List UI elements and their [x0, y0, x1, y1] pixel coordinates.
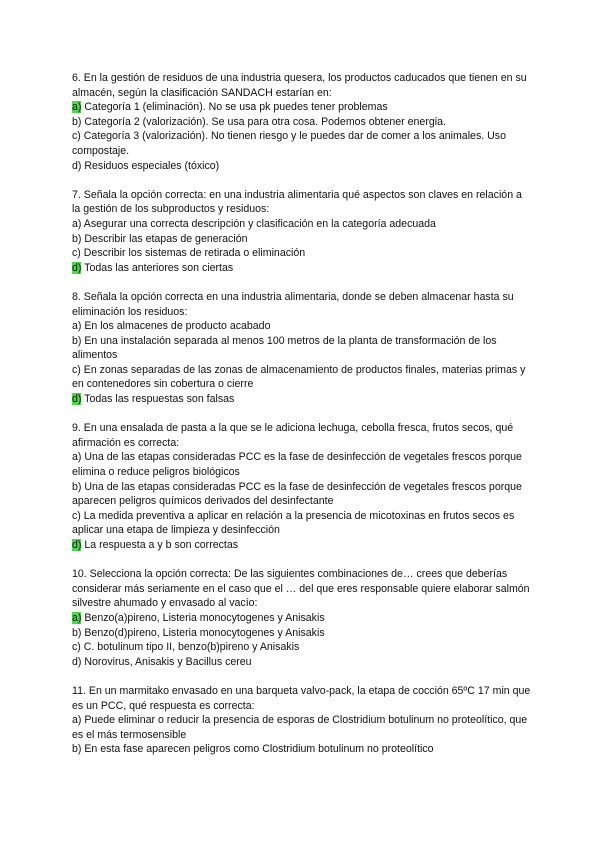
option-letter: a)	[72, 714, 82, 727]
option-a	[72, 713, 532, 742]
option-text: Una de las etapas consideradas PCC es la fase de desinfección de vegetales frescos porque elimina o reduce peligros biológicos	[72, 451, 522, 479]
option-letter: b)	[72, 115, 82, 128]
option-d	[72, 538, 532, 553]
option-text: Asegurar una correcta descripción y clasificación en la categoría adecuada	[81, 217, 436, 230]
question-list	[72, 71, 532, 772]
option-d	[72, 159, 532, 174]
option-letter: d)	[72, 159, 82, 172]
option-c	[72, 363, 532, 392]
question-text: 7. Señala la opción correcta: en una industria alimentaria qué aspectos son claves en relación a la gestión de los subproductos y residuos:	[72, 188, 522, 216]
option-letter: b)	[72, 480, 82, 493]
option-letter: c)	[72, 363, 81, 376]
option-letter: b)	[72, 626, 82, 639]
question-11	[72, 684, 532, 757]
question-9	[72, 421, 532, 552]
option-text: En los almacenes de producto acabado	[81, 320, 271, 333]
option-b	[72, 626, 532, 641]
question-text: 8. Señala la opción correcta en una industria alimentaria, donde se deben almacenar hasta su eliminación los residuos:	[72, 290, 514, 318]
option-d	[72, 655, 532, 670]
option-b	[72, 334, 532, 363]
option-text: Benzo(d)pireno, Listeria monocytogenes y Anisakis	[81, 626, 325, 639]
option-text: Puede eliminar o reducir la presencia de esporas de Clostridium botulinum no proteolítico, que es el más termosensible	[72, 714, 528, 741]
correct-answer-highlight: a)	[72, 101, 82, 114]
option-text: Categoría 3 (valorización). No tienen riesgo y le puedes dar de comer a los animales. Uso compostaje.	[72, 130, 506, 157]
option-letter: c)	[72, 641, 81, 654]
option-c	[72, 509, 532, 538]
correct-answer-highlight: d)	[72, 539, 82, 551]
option-d	[72, 392, 532, 407]
option-text: Una de las etapas consideradas PCC es la fase de desinfección de vegetales frescos porque aparecen peligros químicos derivados del desinfectante	[72, 480, 522, 508]
option-text: La respuesta a y b son correctas	[81, 539, 239, 551]
option-letter: b)	[72, 334, 82, 347]
option-text: Benzo(a)pireno, Listeria monocytogenes y Anisakis	[81, 611, 325, 624]
option-letter: a)	[72, 320, 82, 333]
option-letter: c)	[72, 509, 81, 522]
option-letter: c)	[72, 247, 81, 260]
question-6	[72, 71, 532, 173]
question-text: 11. En un marmitako envasado en una barqueta valvo-pack, la etapa de cocción 65ºC 17 min que es un PCC, qué respuesta es correcta:	[72, 684, 531, 712]
option-text: En esta fase aparecen peligros como Clostridium botulinum no proteolítico	[81, 743, 434, 756]
option-text: En zonas separadas de las zonas de almacenamiento de productos finales, materias primas y en contenedores sin cobertura o cierre	[72, 363, 526, 391]
option-c	[72, 129, 532, 158]
option-a	[72, 450, 532, 479]
option-text: Todas las anteriores son ciertas	[81, 261, 234, 274]
correct-answer-highlight: d)	[72, 393, 82, 406]
option-text: La medida preventiva a aplicar en relación a la presencia de micotoxinas en frutos secos es aplicar una etapa de limpieza y desinfección	[72, 509, 515, 537]
option-d	[72, 261, 532, 276]
option-b	[72, 742, 532, 757]
option-text: Categoría 2 (valorización). Se usa para otra cosa. Podemos obtener energia.	[81, 115, 446, 128]
question-10	[72, 567, 532, 669]
option-b	[72, 115, 532, 130]
question-text: 9. En una ensalada de pasta a la que se le adiciona lechuga, cebolla fresca, frutos secos, qué afirmación es correcta:	[72, 422, 514, 449]
option-b	[72, 480, 532, 509]
option-text: En una instalación separada al menos 100 metros de la planta de transformación de los alimentos	[72, 334, 497, 362]
option-text: Describir las etapas de generación	[81, 232, 248, 245]
question-text: 6. En la gestión de residuos de una industria quesera, los productos caducados que tienen en su almacén, según la clasificación SANDACH estarían en:	[72, 72, 527, 99]
correct-answer-highlight: a)	[72, 611, 82, 624]
option-text: Todas las respuestas son falsas	[81, 393, 235, 406]
option-text: Describir los sistemas de retirada o eliminación	[80, 247, 306, 260]
option-a	[72, 217, 532, 232]
option-text: C. botulinum tipo II, benzo(b)pireno y Anisakis	[80, 641, 300, 654]
option-c	[72, 246, 532, 261]
option-letter: b)	[72, 743, 82, 756]
question-8	[72, 290, 532, 407]
option-letter: c)	[72, 130, 81, 143]
option-letter: a)	[72, 217, 82, 230]
question-7	[72, 188, 532, 276]
option-a	[72, 611, 532, 626]
option-letter: d)	[72, 655, 82, 668]
option-text: Residuos especiales (tóxico)	[81, 159, 220, 172]
correct-answer-highlight: d)	[72, 261, 82, 274]
question-text: 10. Selecciona la opción correcta: De las siguientes combinaciones de… crees que deberías considerar más seriamente en el caso que el … del que eres responsable quiere elaborar salmón silvestre ahumado y envasado al vacío:	[72, 568, 530, 610]
option-text: Categoría 1 (eliminación). No se usa pk puedes tener problemas	[81, 101, 388, 114]
option-a	[72, 100, 532, 115]
option-letter: a)	[72, 451, 82, 464]
option-b	[72, 232, 532, 247]
option-text: Norovirus, Anisakis y Bacillus cereu	[81, 655, 252, 668]
option-c	[72, 640, 532, 655]
option-letter: b)	[72, 232, 82, 245]
option-a	[72, 319, 532, 334]
